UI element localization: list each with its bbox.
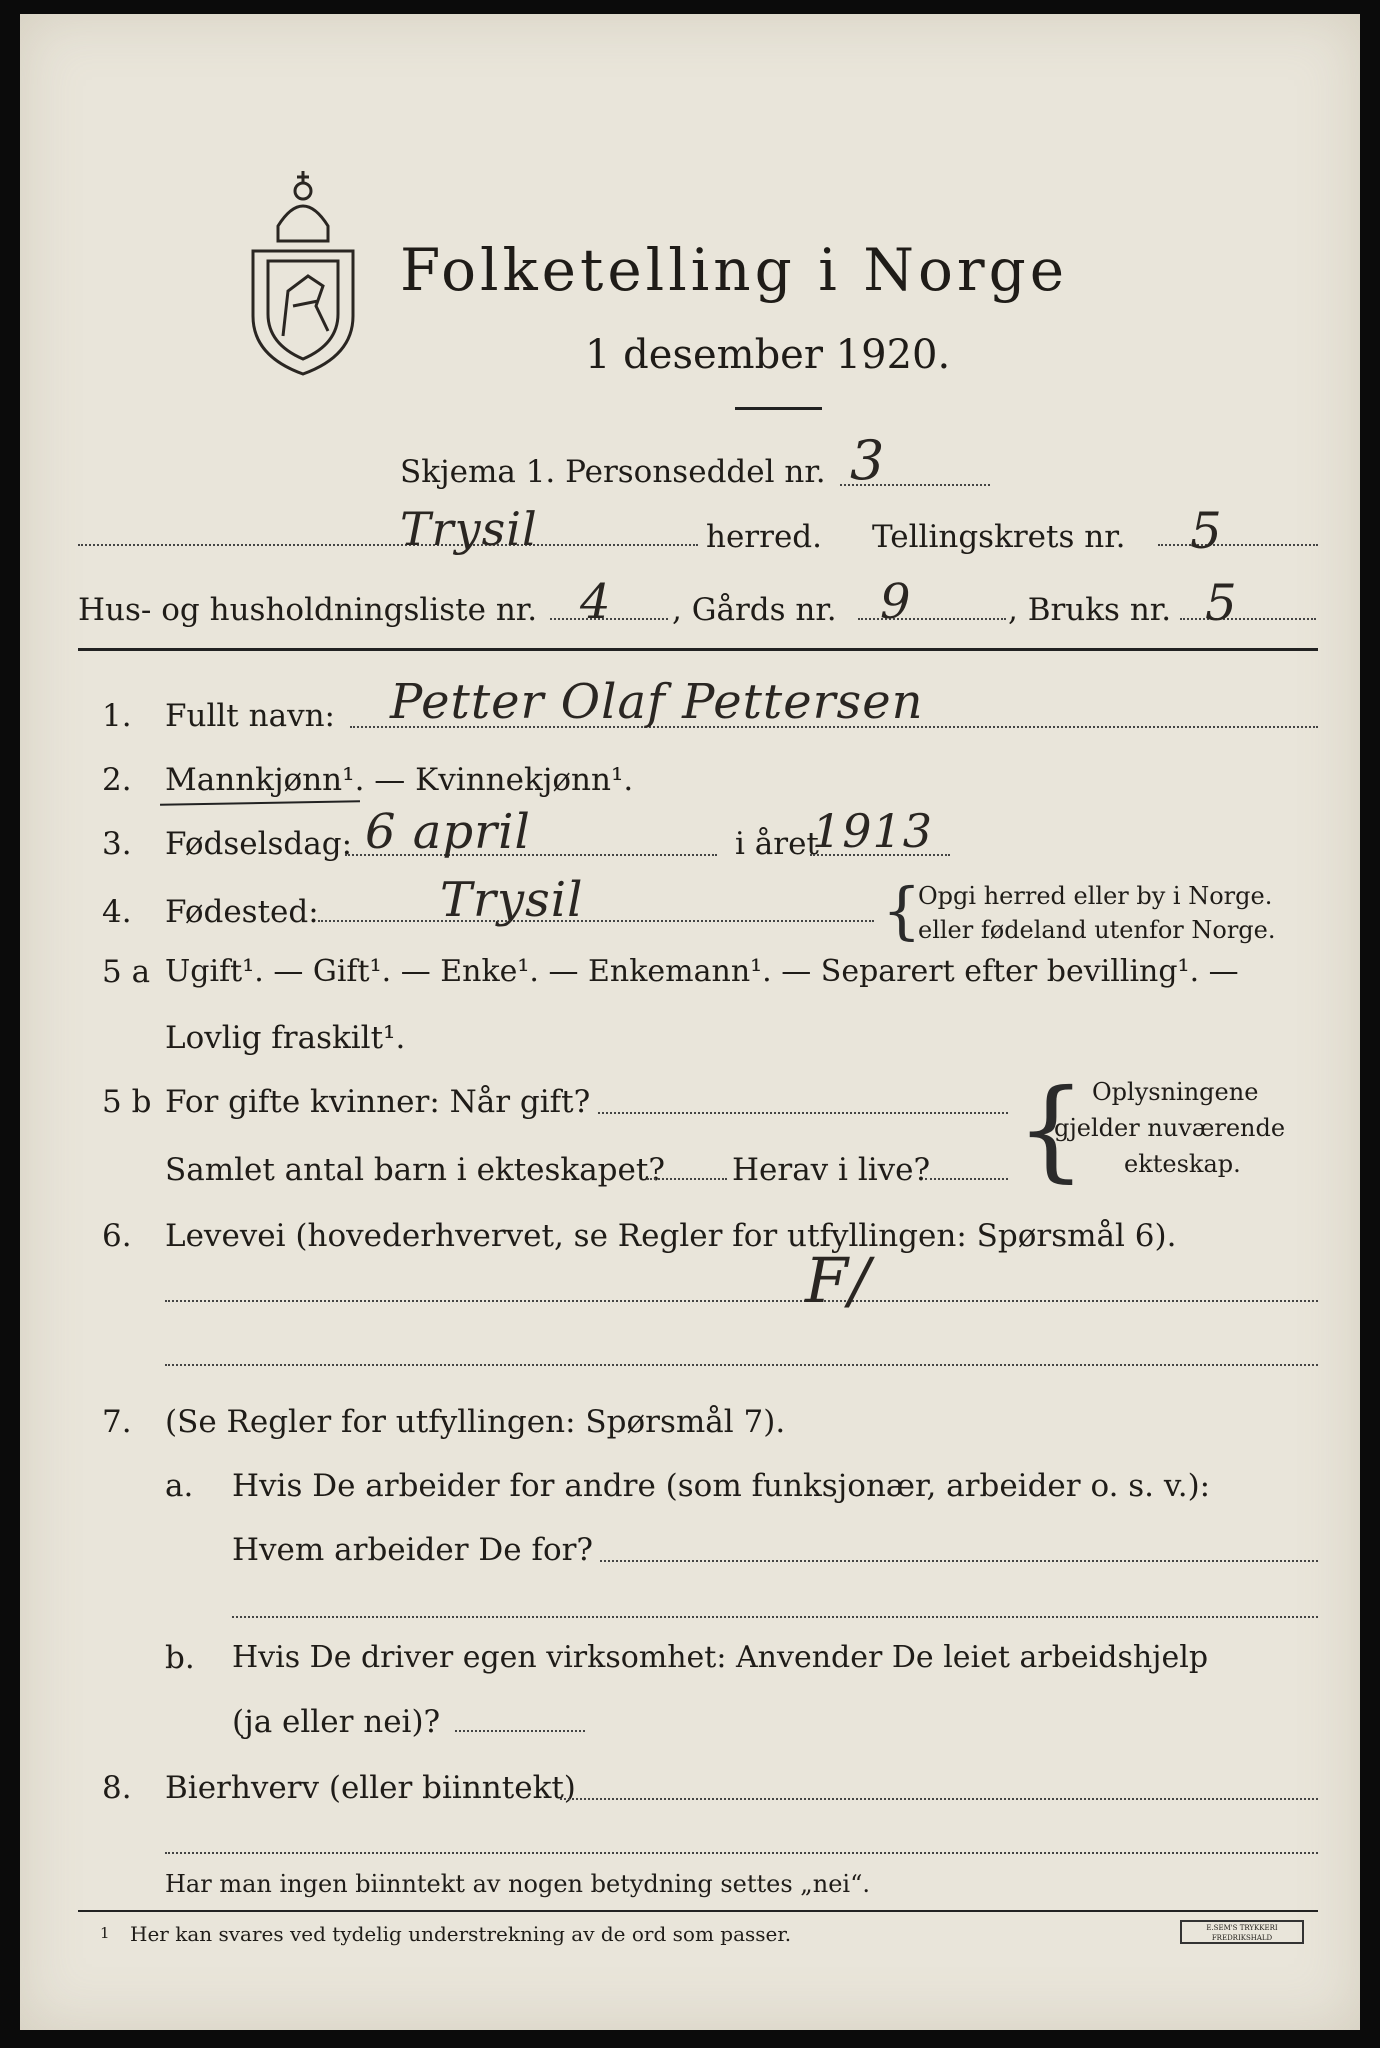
gards-value: 9 [880, 574, 912, 630]
herred-dots [78, 544, 698, 546]
footnote-divider [78, 1910, 1318, 1912]
q4-label: Fødested: [165, 894, 319, 930]
hus-label: Hus- og husholdningsliste nr. [78, 592, 538, 628]
bruks-label: , Bruks nr. [1008, 592, 1172, 628]
bruks-dots [1180, 618, 1316, 620]
marital-status-options: Ugift¹. — Gift¹. — Enke¹. — Enkemann¹. — Separert efter bevilling¹. — [165, 954, 1239, 989]
q5b-dots2 [647, 1178, 727, 1180]
q8-label: Bierhverv (eller biinntekt) [165, 1770, 576, 1806]
q5a-number: 5 a [102, 954, 151, 990]
q5b-note3: ekteskap. [1124, 1150, 1241, 1178]
birth-year-value: 1913 [812, 804, 934, 858]
q6-number: 6. [102, 1218, 132, 1254]
q5b-line2b: Herav i live? [732, 1152, 931, 1188]
q7b-dots [455, 1730, 585, 1732]
form-title: Folketelling i Norge [400, 236, 1069, 304]
q1-label: Fullt navn: [165, 698, 335, 734]
q3-number: 3. [102, 826, 132, 862]
tellingskrets-label: Tellingskrets nr. [872, 519, 1126, 555]
q8-number: 8. [102, 1770, 132, 1806]
gender-options: Mannkjønn¹. — Kvinnekjønn¹. [165, 762, 634, 798]
q5b-note1: Oplysningene [1092, 1078, 1259, 1106]
q5b-line1: For gifte kvinner: Når gift? [165, 1084, 591, 1120]
q8-dots2 [165, 1852, 1318, 1854]
norway-coat-of-arms-icon [238, 166, 368, 378]
full-name-value: Petter Olaf Pettersen [390, 674, 924, 730]
birth-date-value: 6 april [365, 804, 531, 860]
q5b-line2a: Samlet antal barn i ekteskapet? [165, 1152, 665, 1188]
q5b-note2: gjelder nuværende [1054, 1114, 1286, 1142]
biinntekt-note: Har man ingen biinntekt av nogen betydning settes „nei“. [165, 1870, 870, 1898]
q7b-letter: b. [165, 1640, 195, 1676]
q4-dots [318, 920, 874, 922]
q8-dots1 [560, 1798, 1318, 1800]
q4-note-line1: Opgi herred eller by i Norge. [918, 882, 1273, 910]
q6-label: Levevei (hovederhvervet, se Regler for utfyllingen: Spørsmål 6). [165, 1218, 1177, 1254]
footnote-mark: 1 [100, 1924, 110, 1942]
q7-number: 7. [102, 1404, 132, 1440]
q5b-number: 5 b [102, 1084, 152, 1120]
gards-label: , Gårds nr. [672, 592, 837, 628]
q7a-line1: Hvis De arbeider for andre (som funksjonær, arbeider o. s. v.): [232, 1468, 1211, 1504]
q6-dots2 [165, 1364, 1318, 1366]
title-divider [735, 407, 822, 410]
q5b-brace: { [1016, 1065, 1086, 1193]
q5b-dots1 [598, 1112, 1008, 1114]
printer-stamp: E.SEM'S TRYKKERI FREDRIKSHALD [1180, 1920, 1304, 1944]
herred-value: Trysil [400, 502, 538, 556]
q7a-dots2 [232, 1616, 1318, 1618]
q7a-letter: a. [165, 1468, 194, 1504]
q7a-line2: Hvem arbeider De for? [232, 1532, 594, 1568]
census-date: 1 desember 1920. [585, 332, 951, 378]
bruks-value: 5 [1205, 574, 1238, 632]
q1-number: 1. [102, 698, 132, 734]
personseddel-number: 3 [850, 429, 886, 492]
footnote-text: Her kan svares ved tydelig understrekning av de ord som passer. [130, 1922, 792, 1946]
q4-note-line2: eller fødeland utenfor Norge. [918, 916, 1276, 944]
mannkjonn-underline [160, 800, 360, 805]
header-divider [78, 648, 1318, 651]
q7a-dots1 [600, 1560, 1318, 1562]
q2-number: 2. [102, 762, 132, 798]
q5b-dots3 [925, 1178, 1008, 1180]
q6-dots1 [165, 1300, 1318, 1302]
tellingskrets-dots [1158, 544, 1318, 546]
q4-brace: { [882, 874, 922, 947]
q7b-line2: (ja eller nei)? [232, 1704, 441, 1740]
hus-value: 4 [580, 574, 612, 630]
q7-label: (Se Regler for utfyllingen: Spørsmål 7). [165, 1404, 786, 1440]
year-label: i året [735, 826, 819, 862]
herred-label: herred. [706, 519, 822, 555]
occupation-mark: F/ [805, 1244, 871, 1317]
marital-status-options-cont: Lovlig fraskilt¹. [165, 1020, 406, 1056]
q7b-line1: Hvis De driver egen virksomhet: Anvender De leiet arbeidshjelp [232, 1640, 1209, 1675]
census-form [20, 14, 1360, 2030]
schema-label: Skjema 1. Personseddel nr. [400, 454, 826, 490]
q3-label: Fødselsdag: [165, 826, 353, 862]
birthplace-value: Trysil [440, 872, 584, 928]
q4-number: 4. [102, 894, 132, 930]
tellingskrets-value: 5 [1190, 502, 1223, 560]
